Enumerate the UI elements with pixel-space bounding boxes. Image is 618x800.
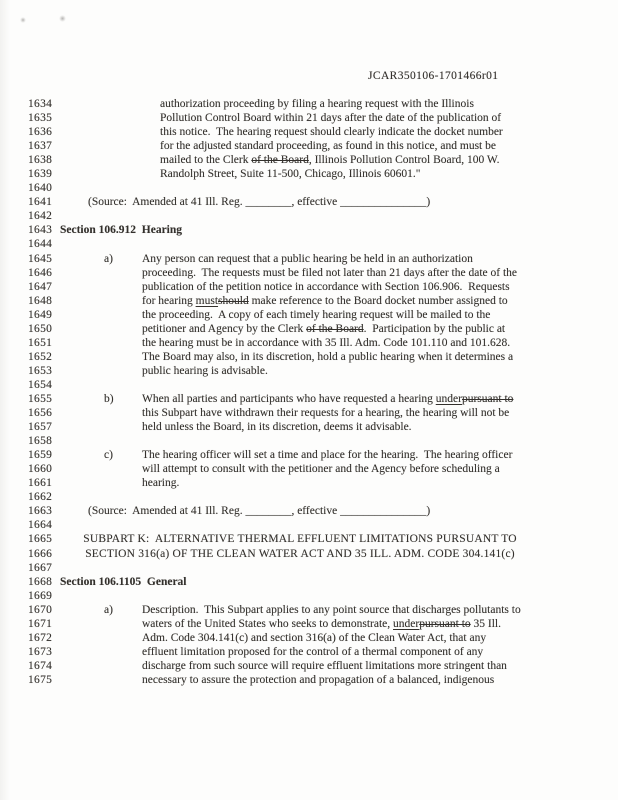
line-number: 1648 [28,294,53,307]
plain-text: publication of the petition notice in accordance with Section 106.906. Requests [142,280,510,293]
line-number: 1672 [28,631,53,644]
plain-text: public hearing is advisable. [142,364,268,377]
document-line [0,518,618,532]
plain-text: waters of the United States who seeks to demonstrate, [142,617,394,630]
document-line [0,181,618,195]
line-number: 1644 [28,238,53,251]
document-line [0,139,618,153]
plain-text: authorization proceeding by filing a hearing request with the Illinois [160,98,474,110]
line-number: 1671 [28,617,53,630]
document-line [0,209,618,223]
document-line [0,350,618,364]
document-body [0,97,618,687]
document-line [0,153,618,167]
document-line [0,322,618,336]
scan-smudge-artifact [20,17,26,23]
plain-text: proceeding. The requests must be filed not later than 21 days after the date of the [142,266,518,279]
line-number: 1655 [28,392,53,405]
plain-text: Section 106.1105 General [60,575,187,588]
plain-text: Randolph Street, Suite 11-500, Chicago, Illinois 60601." [160,168,421,181]
line-text [142,462,500,476]
plain-text: this notice. The hearing request should clearly indicate the docket number [160,126,503,139]
document-line [0,392,618,406]
line-number: 1649 [28,308,53,321]
document-line [0,294,618,308]
document-line [0,111,618,125]
plain-text: the proceeding. A copy of each timely hearing request will be mailed to the [142,308,491,321]
line-text [60,575,187,589]
plain-text: 35 Ill. [470,617,502,630]
plain-text: . Participation by the public at [363,322,506,335]
line-number: 1665 [28,533,53,546]
line-text [142,392,513,406]
line-text [142,659,507,673]
document-line [0,420,618,434]
inserted-underlined-text: under [435,392,462,405]
line-text [142,631,486,645]
line-text [142,308,490,322]
document-line [0,364,618,378]
line-text [142,603,521,617]
line-number: 1647 [28,280,53,293]
plain-text: discharge from such source will require effluent limitations more stringent than [142,659,507,672]
line-number: 1650 [28,322,53,335]
line-text [142,673,494,687]
line-text [142,350,513,364]
line-number: 1640 [28,182,53,195]
document-line [0,280,618,294]
document-line [0,589,618,603]
document-line [0,659,618,673]
list-item-marker: a) [104,603,113,616]
plain-text: Pollution Control Board within 21 days after the date of the publication of [160,112,502,125]
line-number: 1639 [28,168,53,181]
plain-text: mailed to the Clerk [160,154,252,167]
list-item-marker: a) [104,252,113,265]
line-number: 1645 [28,252,53,265]
line-text [160,111,501,125]
line-text [60,223,182,237]
plain-text: Adm. Code 304.141(c) and section 316(a) of the Clean Water Act, that any [142,631,487,644]
line-text [142,336,510,350]
plain-text: hearing. [142,477,180,490]
line-text [88,504,430,518]
line-number: 1670 [28,603,53,616]
plain-text: Any person can request that a public hearing be held in an authorization [142,252,473,265]
document-line [0,561,618,575]
line-number: 1663 [28,505,53,518]
document-line [0,378,618,392]
line-number: 1673 [28,645,53,658]
line-number: 1637 [28,140,53,153]
line-text [142,476,179,490]
plain-text: for hearing [142,294,196,307]
line-number: 1661 [28,477,53,490]
document-line [0,617,618,631]
line-number: 1660 [28,463,53,476]
inserted-underlined-text: under [393,617,420,630]
plain-text: The hearing officer will set a time and place for the hearing. The hearing officer [142,449,513,462]
line-text [160,97,474,111]
plain-text: necessary to assure the protection and propagation of a balanced, indigenous [142,673,495,686]
line-text [142,294,508,308]
document-line [0,252,618,266]
document-line [0,336,618,350]
document-line [0,532,618,546]
line-number: 1636 [28,126,53,139]
plain-text: (Source: Amended at 41 Ill. Reg. ________, effective _______________) [88,196,431,209]
plain-text: this Subpart have withdrawn their requests for a hearing, the hearing will not be [142,407,510,420]
document-line [0,167,618,181]
document-line [0,125,618,139]
document-line [0,490,618,504]
list-item-marker: c) [104,449,113,462]
plain-text: the hearing must be in accordance with 35 Ill. Adm. Code 101.110 and 101.628. [142,336,511,349]
plain-text: make reference to the Board docket number assigned to [248,294,508,307]
struck-text: of the Board [251,154,309,167]
plain-text: , Illinois Pollution Control Board, 100 W. [308,154,500,167]
plain-text: petitioner and Agency by the Clerk [142,322,307,335]
line-text [30,532,570,546]
line-number: 1646 [28,266,53,279]
line-text [142,617,501,631]
line-number: 1664 [28,519,53,532]
line-number: 1653 [28,364,53,377]
plain-text: SECTION 316(a) OF THE CLEAN WATER ACT AND 35 ILL. ADM. CODE 304.141(c) [85,547,515,560]
document-line [0,434,618,448]
document-id-header: JCAR350106-1701466r01 [368,70,499,82]
list-item-marker: b) [104,392,114,405]
line-text [142,420,412,434]
plain-text: The Board may also, in its discretion, hold a public hearing when it determines a [142,350,514,363]
document-line [0,575,618,589]
plain-text: will attempt to consult with the petitioner and the Agency before scheduling a [142,463,500,476]
line-number: 1668 [28,575,53,588]
line-number: 1656 [28,407,53,420]
document-line [0,266,618,280]
line-text [142,406,509,420]
line-number: 1641 [28,196,53,209]
document-line [0,673,618,687]
plain-text: for the adjusted standard proceeding, as found in this notice, and must be [160,140,496,153]
line-number: 1634 [28,98,53,110]
line-text [160,125,503,139]
document-line [0,504,618,518]
line-text [142,280,510,294]
line-text [142,645,483,659]
line-text [142,448,512,462]
line-text [142,322,505,336]
document-line [0,237,618,251]
line-number: 1651 [28,336,53,349]
line-number: 1669 [28,589,53,602]
line-number: 1643 [28,224,53,237]
document-line [0,547,618,561]
line-number: 1652 [28,350,53,363]
line-text [88,195,430,209]
line-number: 1662 [28,491,53,504]
document-line [0,603,618,617]
plain-text: effluent limitation proposed for the control of a thermal component of any [142,645,484,658]
plain-text: SUBPART K: ALTERNATIVE THERMAL EFFLUENT LIMITATIONS PURSUANT TO [83,533,517,546]
line-number: 1667 [28,561,53,574]
line-text [160,153,500,167]
line-number: 1674 [28,659,53,672]
document-line [0,631,618,645]
line-text [160,139,496,153]
line-text [30,547,570,561]
document-line [0,476,618,490]
document-line [0,406,618,420]
struck-text: of the Board [306,322,364,335]
line-text [142,252,473,266]
document-line [0,448,618,462]
plain-text: Description. This Subpart applies to any point source that discharges pollutants to [142,603,521,616]
plain-text: held unless the Board, in its discretion, deems it advisable. [142,421,412,434]
document-line [0,97,618,111]
line-text [142,364,268,378]
plain-text: Section 106.912 Hearing [60,224,183,237]
line-number: 1642 [28,210,53,223]
line-number: 1638 [28,154,53,167]
line-number: 1635 [28,112,53,125]
scan-smudge-artifact [59,15,66,22]
struck-text: pursuant to [419,617,471,630]
plain-text: When all parties and participants who have requested a hearing [142,392,436,405]
line-text [160,167,420,181]
document-line [0,308,618,322]
line-number: 1666 [28,547,53,560]
document-line [0,462,618,476]
line-number: 1654 [28,378,53,391]
line-number: 1675 [28,673,53,686]
plain-text: (Source: Amended at 41 Ill. Reg. ________, effective _______________) [88,505,431,518]
line-number: 1658 [28,435,53,448]
document-line [0,223,618,237]
struck-text: pursuant to [461,392,514,405]
line-text [142,266,517,280]
line-number: 1657 [28,421,53,434]
document-line [0,645,618,659]
inserted-underlined-text: must [195,294,219,307]
document-line [0,195,618,209]
line-number: 1659 [28,449,53,462]
struck-text: should [218,294,249,307]
